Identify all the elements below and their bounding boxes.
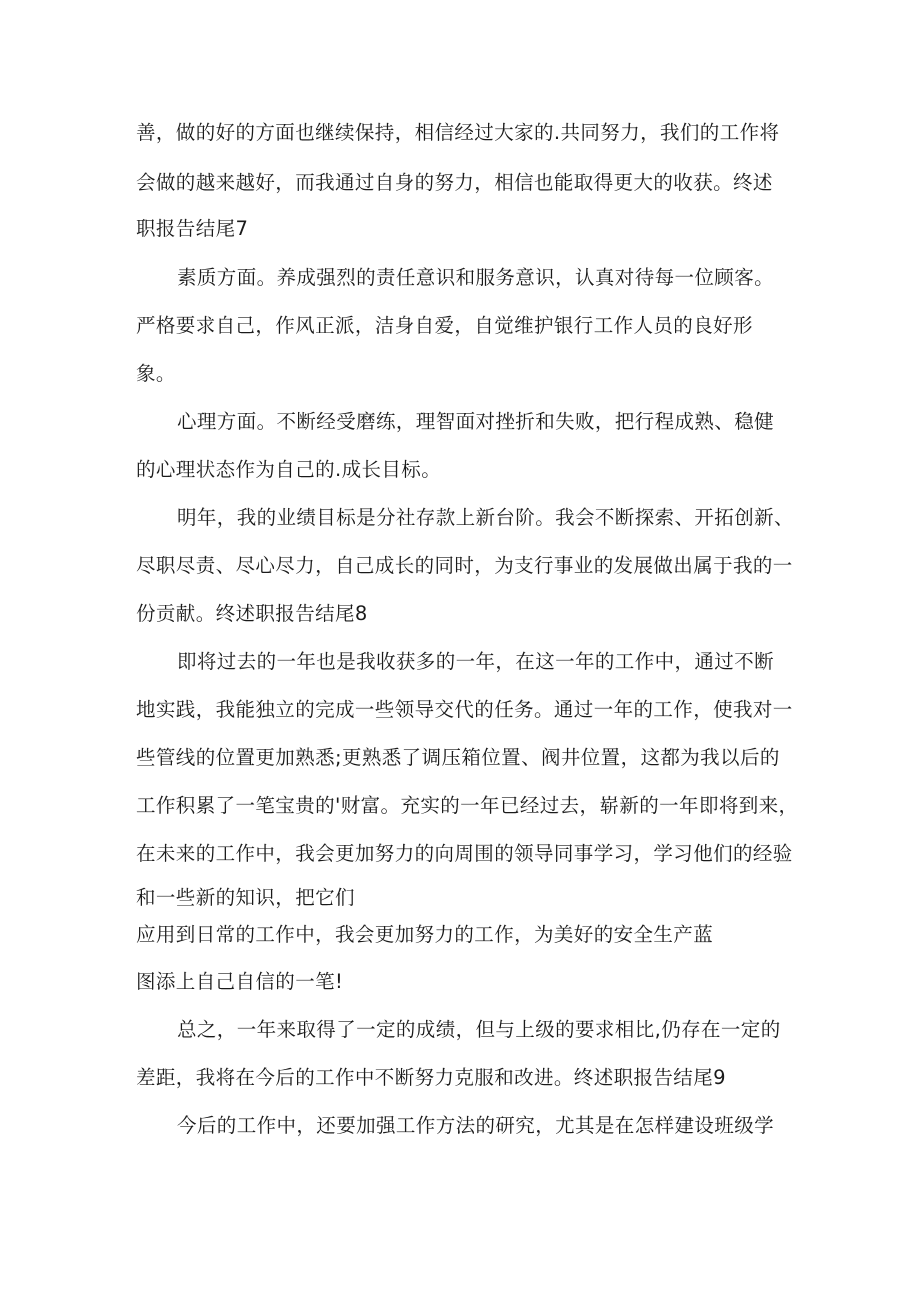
text-line: 象。: [136, 362, 176, 385]
text-line: 即将过去的一年也是我收获多的一年，在这一年的工作中，通过不断: [177, 650, 775, 673]
text-line: 心理方面。不断经受磨练，理智面对挫折和失败，把行程成熟、稳健: [177, 410, 775, 433]
text-line: 善，做的好的方面也继续保持，相信经过大家的.共同努力，我们的工作将: [136, 121, 780, 144]
text-line: 份贡献。终述职报告结尾8: [136, 602, 368, 625]
text-line: 在未来的工作中，我会更加努力的向周围的领导同事学习，学习他们的经验: [136, 842, 793, 865]
text-line: 素质方面。养成强烈的责任意识和服务意识，认真对待每一位顾客。: [177, 266, 775, 289]
text-line: 应用到日常的工作中，我会更加努力的工作，为美好的安全生产蓝: [136, 923, 714, 946]
text-line: 差距，我将在今后的工作中不断努力克服和改进。终述职报告结尾9: [136, 1066, 726, 1089]
text-line: 工作积累了一笔宝贵的'财富。充实的一年已经过去，崭新的一年即将到来，: [136, 794, 799, 817]
text-line: 今后的工作中，还要加强工作方法的研究，尤其是在怎样建设班级学: [177, 1114, 775, 1137]
text-line: 总之，一年来取得了一定的成绩，但与上级的要求相比,仍存在一定的: [177, 1018, 781, 1041]
text-line: 尽职尽责、尽心尽力，自己成长的同时，为支行事业的发展做出属于我的一: [136, 554, 793, 577]
text-line: 图添上自己自信的一笔!: [136, 970, 344, 993]
text-line: 严格要求自己，作风正派，洁身自爱，自觉维护银行工作人员的良好形: [136, 314, 753, 337]
text-line: 会做的越来越好，而我通过自身的努力，相信也能取得更大的收获。终述: [136, 171, 773, 194]
text-line: 和一些新的知识，把它们: [136, 886, 355, 909]
text-line: 职报告结尾7: [136, 217, 249, 240]
text-line: 明年，我的业绩目标是分社存款上新台阶。我会不断探索、开拓创新、: [177, 506, 794, 529]
text-line: 地实践，我能独立的完成一些领导交代的任务。通过一年的工作，使我对一: [136, 698, 793, 721]
text-line: 些管线的位置更加熟悉;更熟悉了调压箱位置、阀井位置，这都为我以后的: [136, 746, 780, 769]
text-line: 的心理状态作为自己的.成长目标。: [136, 458, 442, 481]
